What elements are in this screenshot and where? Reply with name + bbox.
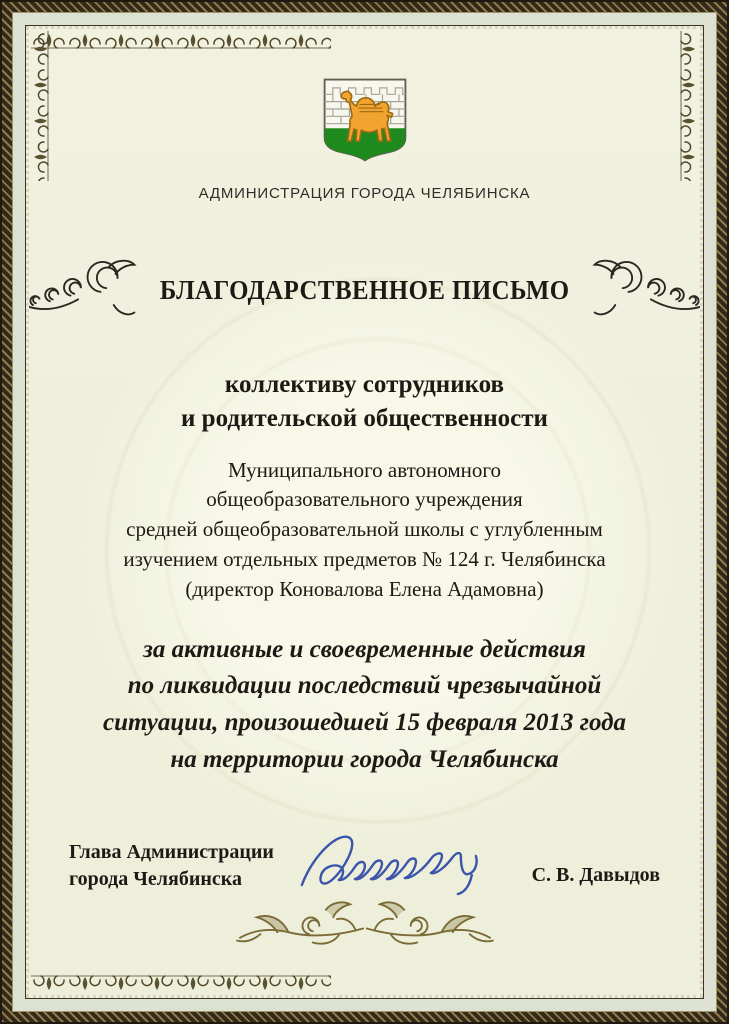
vine-border-top-icon [31,31,331,51]
flourish-left-icon [26,256,140,324]
frame-gap-band [12,12,717,1012]
recipient-block [181,368,548,436]
institution-line: Муниципального автономного [227,457,502,482]
reason-line: по ликвидации последствий чрезвычайной [127,672,602,700]
title-row [53,256,676,324]
reason-line: на территории города Челябинска [170,745,559,773]
certificate-content [53,55,676,975]
vine-border-bottom-icon [31,973,331,993]
signature-autograph [278,823,528,899]
bottom-floral-ornament-icon [210,893,520,949]
institution-line: (директор Коновалова Елена Адамовна) [185,576,544,601]
vine-border-right-icon [678,31,698,181]
reason-line: за активные и своевременные действия [143,635,586,663]
signer-name: С. В. Давыдов [531,863,660,886]
bead-rope-border [25,25,704,999]
reason-line: ситуации, произошедшей 15 февраля 2013 года [102,709,627,737]
signer-position [69,839,274,893]
document-title: БЛАГОДАРСТВЕННОЕ ПИСЬМО [159,274,570,305]
recipient-line: и родительской общественности [181,404,548,432]
institution-block [123,456,605,605]
vine-border-left-icon [31,31,51,181]
signature-row [53,823,676,893]
signer-position-line: города Челябинска [69,867,242,890]
organization-name: АДМИНИСТРАЦИЯ ГОРОДА ЧЕЛЯБИНСКА [198,185,531,202]
institution-line: изучением отдельных предметов № 124 г. Челябинска [123,546,606,571]
institution-line: средней общеобразовательной школы с углубленным [126,517,603,542]
flourish-right-icon [589,256,703,324]
green-field [324,128,405,165]
paper-area [26,26,703,998]
chelyabinsk-coat-of-arms [319,75,411,165]
reason-block [103,632,626,779]
institution-line: общеобразовательного учреждения [206,487,523,512]
signer-position-line: Глава Администрации [69,840,274,863]
recipient-line: коллективу сотрудников [224,371,505,398]
